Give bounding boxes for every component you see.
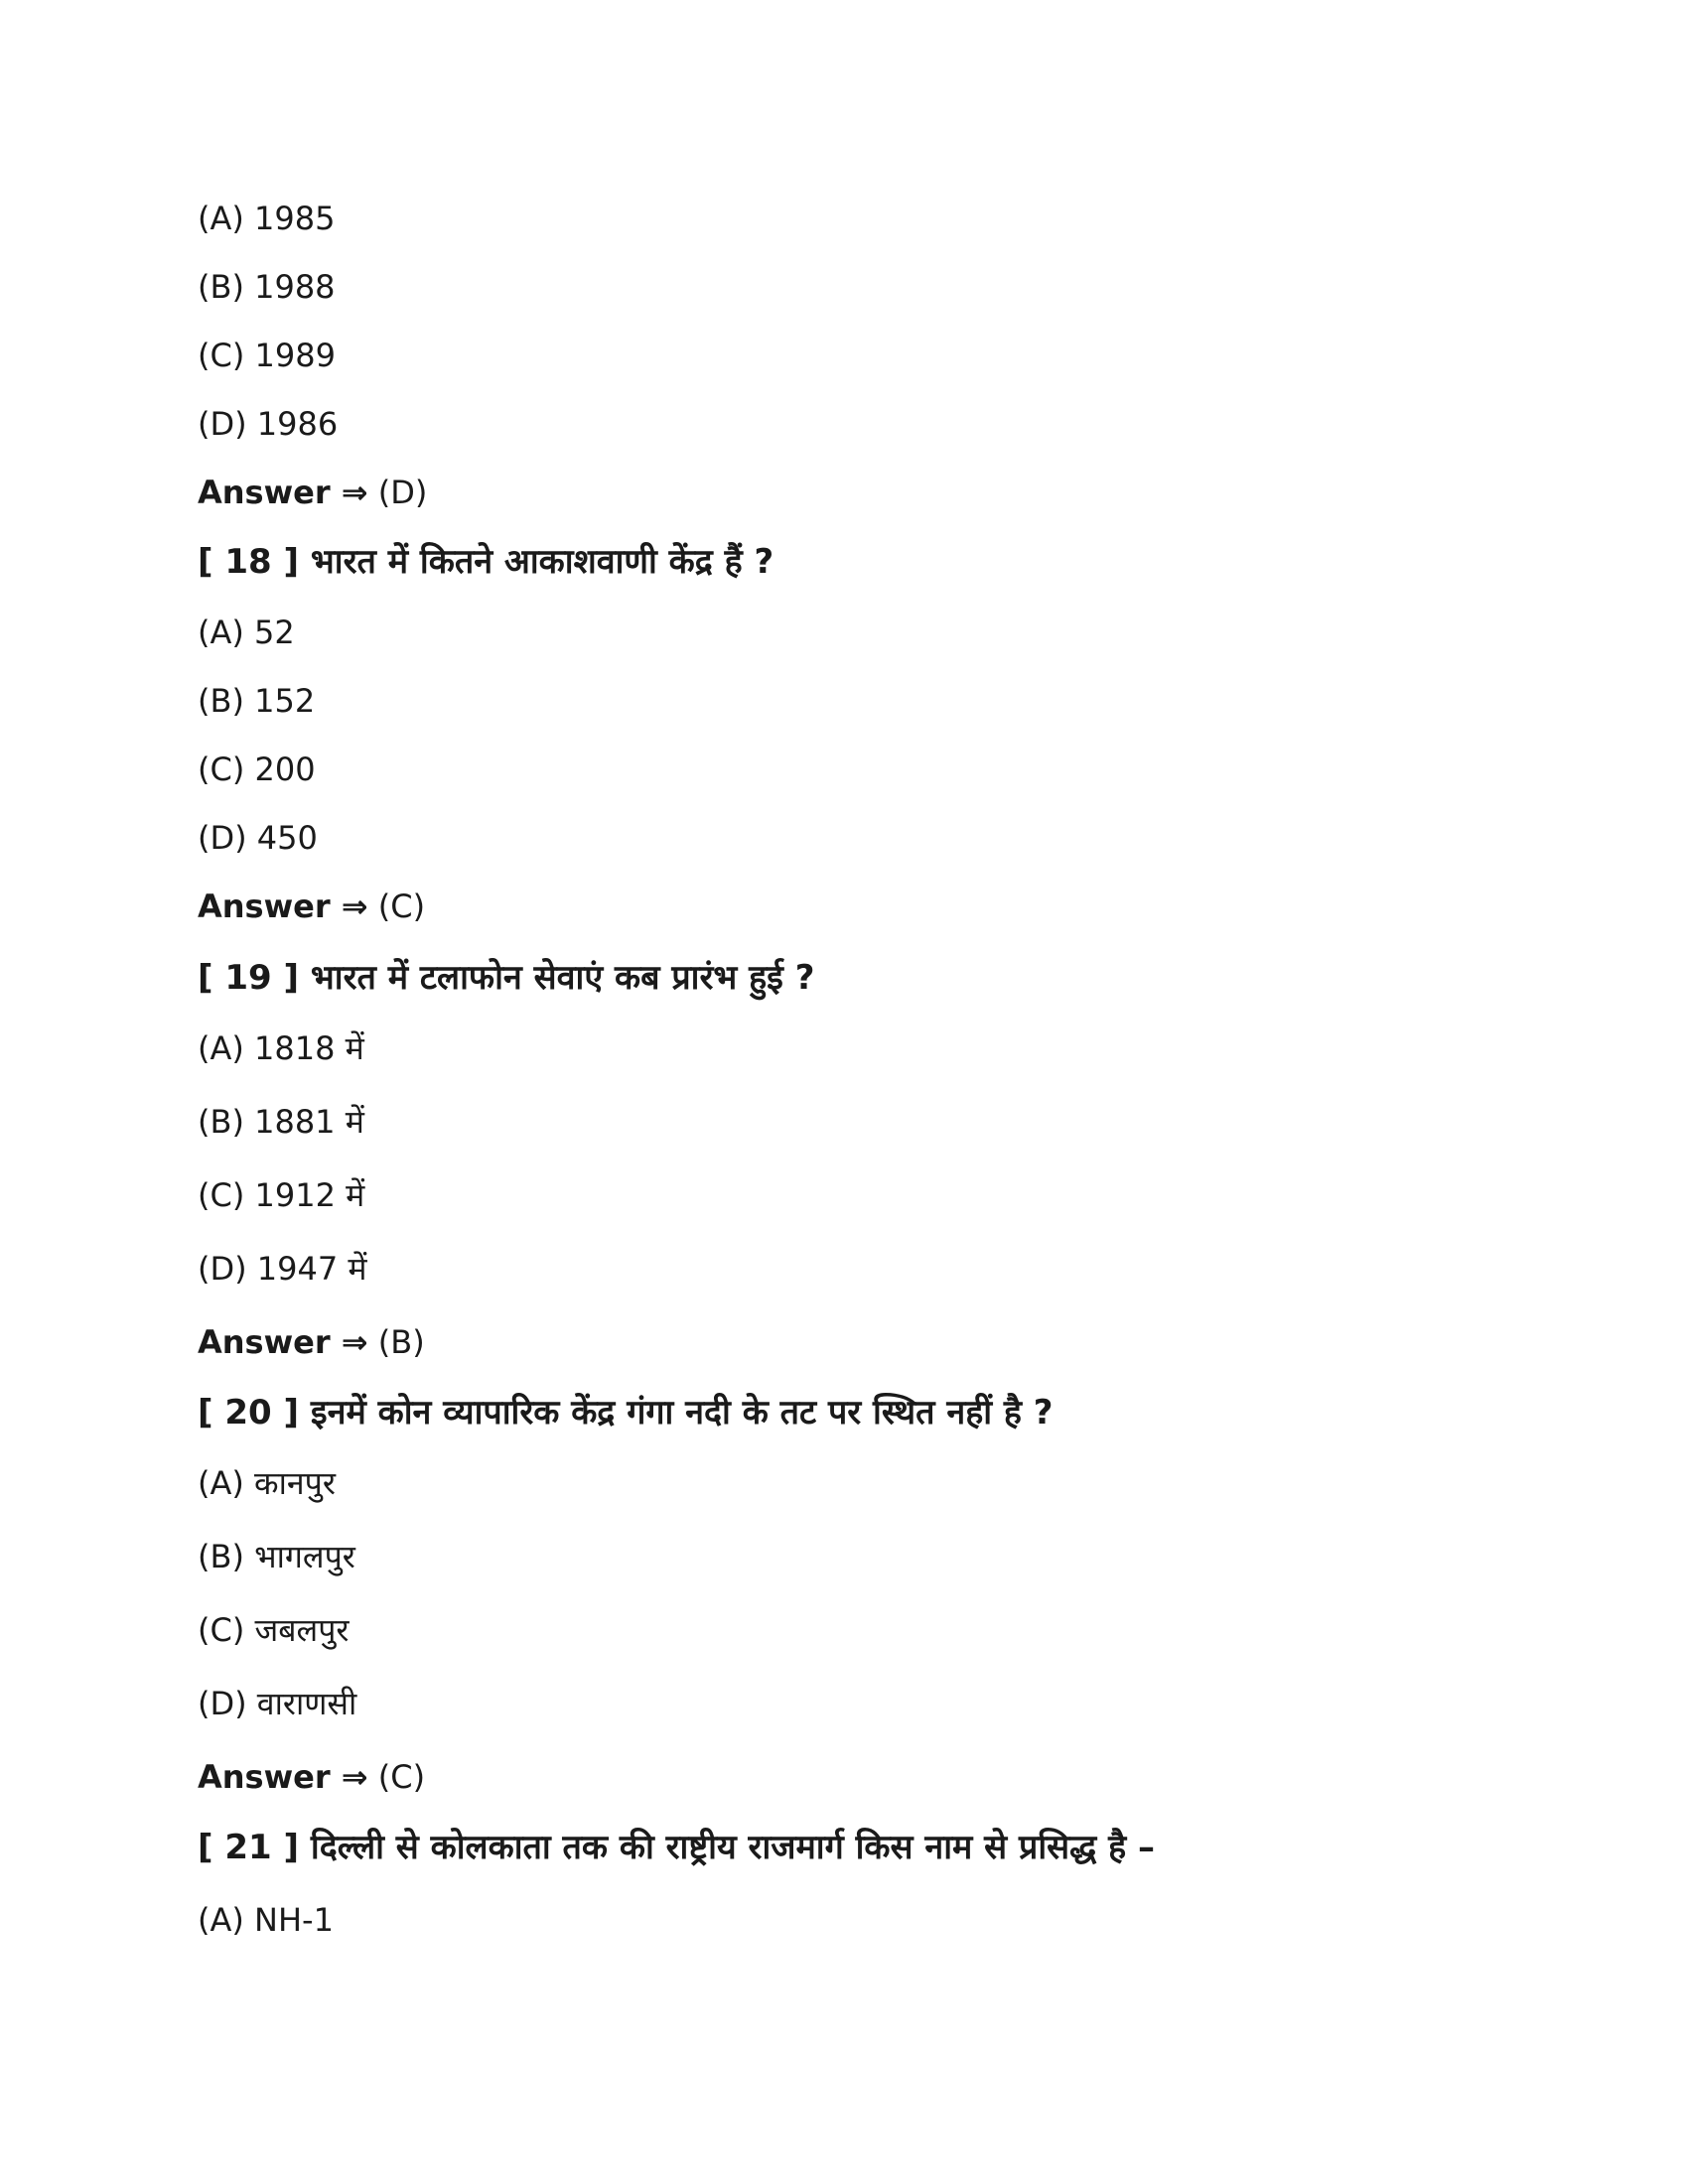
prev-question-option-d: (D) 1986	[198, 405, 339, 443]
prev-question-option-c: (C) 1989	[198, 337, 336, 374]
question-18-answer	[198, 887, 426, 925]
answer-label: Answer ⇒	[198, 474, 368, 511]
question-18-title: [ 18 ] भारत में कितने आकाशवाणी केंद्र हैं ?	[198, 542, 774, 582]
question-18-option-a: (A) 52	[198, 614, 295, 651]
question-21-option-a: (A) NH-1	[198, 1901, 334, 1939]
answer-value: (C)	[377, 1758, 426, 1796]
question-20-title: [ 20 ] इनमें कोन व्यापारिक केंद्र गंगा नदी के तट पर स्थित नहीं है ?	[198, 1393, 1054, 1433]
answer-value: (B)	[377, 1323, 425, 1361]
question-20-option-d: (D) वाराणसी	[198, 1685, 357, 1722]
prev-question-option-b: (B) 1988	[198, 268, 336, 306]
question-18-option-d: (D) 450	[198, 819, 318, 857]
question-19-option-a: (A) 1818 में	[198, 1029, 364, 1067]
prev-question-answer	[198, 474, 428, 511]
question-20-option-a: (A) कानपुर	[198, 1464, 336, 1502]
answer-value: (D)	[377, 474, 428, 511]
answer-value: (C)	[377, 887, 426, 925]
question-18-option-c: (C) 200	[198, 751, 316, 788]
question-19-option-b: (B) 1881 में	[198, 1103, 364, 1141]
question-18-option-b: (B) 152	[198, 682, 316, 720]
question-19-option-c: (C) 1912 में	[198, 1176, 365, 1214]
question-19-option-d: (D) 1947 में	[198, 1250, 367, 1288]
question-20-answer	[198, 1758, 426, 1796]
question-21-title: [ 21 ] दिल्ली से कोलकाता तक की राष्ट्रीय राजमार्ग किस नाम से प्रसिद्ध है –	[198, 1828, 1156, 1867]
question-19-title: [ 19 ] भारत में टलाफोन सेवाएं कब प्रारंभ हुई ?	[198, 958, 815, 998]
question-20-option-c: (C) जबलपुर	[198, 1611, 350, 1649]
answer-label: Answer ⇒	[198, 887, 368, 925]
answer-label: Answer ⇒	[198, 1758, 368, 1796]
prev-question-option-a: (A) 1985	[198, 200, 336, 237]
question-19-answer	[198, 1323, 425, 1361]
answer-label: Answer ⇒	[198, 1323, 368, 1361]
question-20-option-b: (B) भागलपुर	[198, 1538, 355, 1575]
